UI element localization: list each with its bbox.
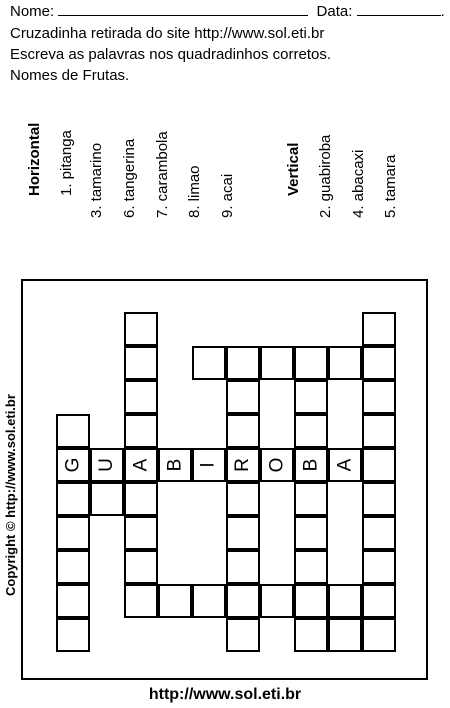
crossword-cell[interactable] — [362, 584, 396, 618]
crossword-cell[interactable] — [192, 346, 226, 380]
crossword-cell[interactable] — [294, 516, 328, 550]
given-letter-text: A — [130, 458, 151, 472]
crossword-cell[interactable] — [124, 312, 158, 346]
clue-v5: 5. tamara — [382, 154, 399, 218]
footer-url: http://www.sol.eti.br — [148, 686, 302, 703]
source-line: Cruzadinha retirada do site http://www.sol.eti.br — [10, 25, 325, 42]
crossword-cell[interactable] — [362, 482, 396, 516]
crossword-cell[interactable] — [124, 346, 158, 380]
clue-h6: 6. tangerina — [121, 138, 138, 218]
given-letter — [260, 448, 294, 482]
crossword-cell[interactable] — [294, 346, 328, 380]
crossword-cell[interactable] — [362, 618, 396, 652]
crossword-cell[interactable] — [294, 584, 328, 618]
crossword-cell[interactable] — [294, 618, 328, 652]
crossword-cell[interactable] — [362, 414, 396, 448]
name-label: Nome: — [10, 3, 55, 20]
given-letter — [328, 448, 362, 482]
crossword-cell[interactable] — [56, 584, 90, 618]
crossword-cell[interactable] — [192, 584, 226, 618]
given-letter — [158, 448, 192, 482]
crossword-cell[interactable] — [294, 414, 328, 448]
crossword-cell[interactable] — [226, 618, 260, 652]
crossword-cell[interactable] — [226, 584, 260, 618]
crossword-cell[interactable] — [56, 482, 90, 516]
crossword-cell[interactable] — [226, 380, 260, 414]
given-letter — [192, 448, 226, 482]
crossword-cell[interactable] — [124, 584, 158, 618]
date-label: Data: — [316, 3, 353, 20]
crossword-cell[interactable] — [226, 516, 260, 550]
crossword-cell[interactable] — [226, 414, 260, 448]
theme-line: Nomes de Frutas. — [10, 67, 130, 84]
crossword-cell[interactable] — [260, 584, 294, 618]
given-letter — [226, 448, 260, 482]
clue-h3: 3. tamarino — [88, 142, 105, 218]
copyright-text: Copyright © http://www.sol.eti.br — [3, 394, 18, 596]
given-letter — [294, 448, 328, 482]
crossword-cell[interactable] — [294, 482, 328, 516]
crossword-cell[interactable] — [124, 516, 158, 550]
crossword-cell[interactable] — [56, 516, 90, 550]
clue-h8: 8. limao — [186, 165, 203, 218]
instructions-line: Escreva as palavras nos quadradinhos corretos. — [10, 46, 332, 63]
given-letter-text: A — [334, 458, 355, 472]
crossword-cell[interactable] — [362, 550, 396, 584]
vertical-title: Vertical — [285, 142, 302, 196]
horizontal-title: Horizontal — [26, 122, 43, 196]
crossword-cell[interactable] — [124, 482, 158, 516]
given-letter-text: O — [266, 457, 287, 473]
crossword-cell[interactable] — [362, 380, 396, 414]
crossword-cell[interactable] — [226, 482, 260, 516]
given-letter-text: R — [231, 458, 253, 472]
crossword-cell[interactable] — [362, 516, 396, 550]
clue-h9: 9. acai — [219, 173, 236, 218]
crossword-cell[interactable] — [124, 380, 158, 414]
clue-h7: 7. carambola — [154, 131, 171, 218]
crossword-cell[interactable] — [362, 448, 396, 482]
given-letter-text: U — [95, 458, 117, 472]
name-date-line: Nome: Data: . — [10, 3, 445, 20]
given-letter — [56, 448, 90, 482]
clue-v2: 2. guabiroba — [317, 134, 334, 218]
crossword-cell[interactable] — [226, 346, 260, 380]
given-letter-text: I — [198, 462, 219, 468]
given-letter-text: B — [164, 458, 185, 472]
clue-v4: 4. abacaxi — [350, 149, 367, 218]
crossword-cell[interactable] — [328, 346, 362, 380]
crossword-cell[interactable] — [90, 482, 124, 516]
clue-h1: 1. pitanga — [58, 130, 75, 196]
crossword-cell[interactable] — [158, 584, 192, 618]
crossword-cell[interactable] — [56, 414, 90, 448]
crossword-cell[interactable] — [226, 550, 260, 584]
crossword-cell[interactable] — [260, 346, 294, 380]
crossword-cell[interactable] — [124, 550, 158, 584]
crossword-cell[interactable] — [328, 584, 362, 618]
crossword-cell[interactable] — [294, 550, 328, 584]
crossword-cell[interactable] — [362, 312, 396, 346]
crossword-cell[interactable] — [124, 414, 158, 448]
crossword-cell[interactable] — [294, 380, 328, 414]
crossword-cell[interactable] — [56, 618, 90, 652]
given-letter-text: B — [300, 458, 321, 472]
given-letter — [90, 448, 124, 482]
crossword-cell[interactable] — [362, 346, 396, 380]
given-letter — [124, 448, 158, 482]
given-letter-text: G — [62, 457, 83, 473]
crossword-cell[interactable] — [56, 550, 90, 584]
crossword-cell[interactable] — [328, 618, 362, 652]
